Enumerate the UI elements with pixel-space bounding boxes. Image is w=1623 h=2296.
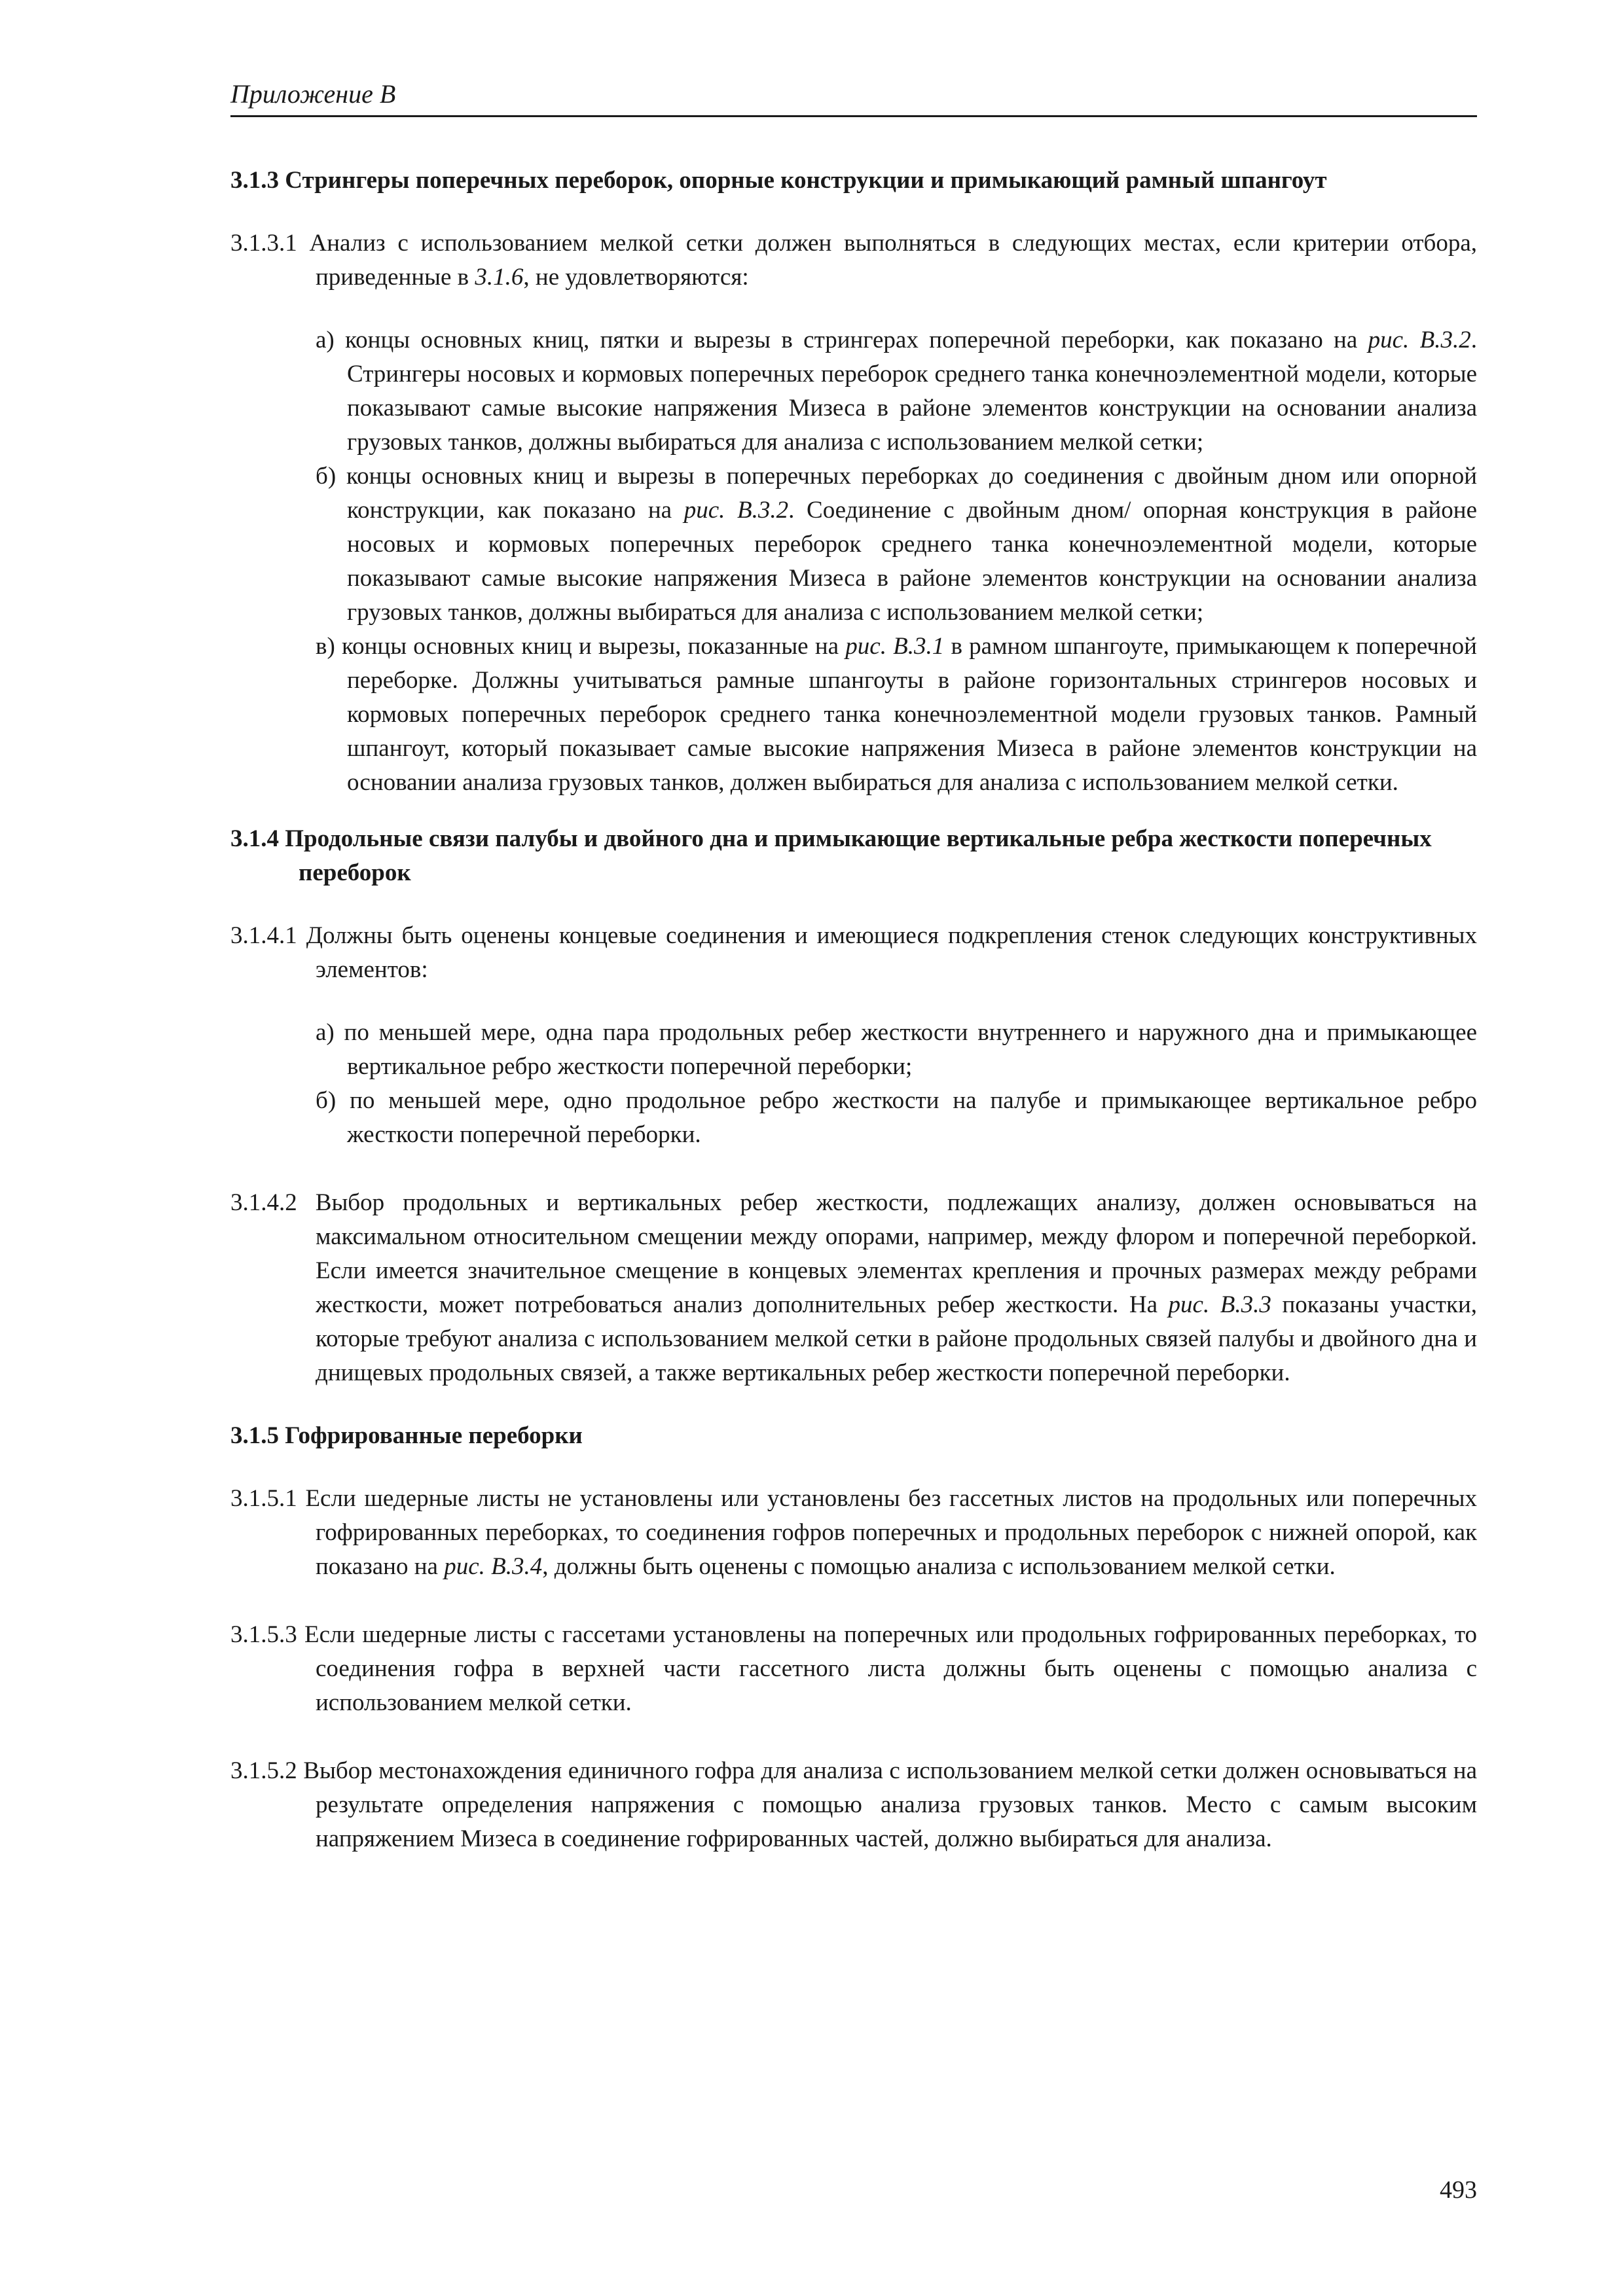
paragraph-3-1-4-2 [230,1186,1477,1390]
running-header: Приложение В [230,79,396,109]
figure-reference[interactable]: рис. В.3.3 [1168,1291,1271,1318]
paragraph-text: 3.1.3.1 Анализ с использованием мелкой сетки должен выполняться в следующих местах, если критерии отбора, приведенные в [230,230,1477,291]
paragraph-3-1-5-2: 3.1.5.2 Выбор местонахождения единичного гофра для анализа с использованием мелкой сетки должен основываться на результате определения напряжения с помощью анализа грузовых танков. Место с самым высоким напряжением Мизеса в соединение гофрированных частей, должно выбираться для анализа. [230,1757,1477,1852]
figure-reference[interactable]: рис. В.3.2 [1368,327,1471,353]
list-3-1-3-1 [230,323,1477,800]
list-item-a [316,323,1477,459]
paragraph-text: показаны участки, которые требуют анализа с использованием мелкой сетки в районе продольных связей палубы и двойного дна и днищевых продольных связей, а также вертикальных ребер жесткости поперечной переборки. [316,1291,1477,1386]
figure-reference[interactable]: рис. В.3.4 [444,1553,543,1580]
list-item-text: . Стрингеры носовых и кормовых поперечных переборок среднего танка конечноэлементной модели, которые показывают самые высокие напряжения Мизеса в районе элементов конструкции на основании анализа грузовых танков, должны выбираться для анализа с использованием мелкой сетки; [347,327,1477,456]
page-number: 493 [1440,2176,1477,2204]
section-heading-3-1-4: 3.1.4 Продольные связи палубы и двойного дна и примыкающие вертикальные ребра жесткости поперечных переборок [230,825,1432,886]
header-rule [230,115,1477,117]
list-item-b [316,459,1477,630]
paragraph-text: , не удовлетворяются: [523,264,749,291]
list-item-a: а) по меньшей мере, одна пара продольных ребер жесткости внутреннего и наружного дна и примыкающее вертикальное ребро жесткости поперечной переборки; [316,1019,1477,1080]
list-item-b: б) по меньшей мере, одно продольное ребро жесткости на палубе и примыкающее вертикальное ребро жесткости поперечной переборки. [316,1087,1477,1148]
list-item-text: . Соединение с двойным дном/ опорная конструкция в районе носовых и кормовых поперечных переборок среднего танка конечноэлементной модели, которые показывают самые высокие напряжения Мизеса в районе элементов конструкции на основании анализа грузовых танков, должны выбираться для анализа с использованием мелкой сетки; [347,497,1477,626]
paragraph-text: 3.1.4.2 Выбор продольных и вертикальных ребер жесткости, подлежащих анализу, должен основываться на максимальном относительном смещении между опорами, например, между флором и поперечной переборкой. Если имеется значительное смещение в концевых элементах крепления и прочных размерах между ребрами жесткости, может потребоваться анализ дополнительных ребер жесткости. На [230,1189,1477,1318]
list-item-text: в рамном шпангоуте, примыкающем к поперечной переборке. Должны учитываться рамные шпангоуты в районе горизонтальных стрингеров носовых и кормовых поперечных переборок среднего танка конечноэлементной модели грузовых танков. Рамный шпангоут, который показывает самые высокие напряжения Мизеса в районе элементов конструкции на основании анализа грузовых танков, должен выбираться для анализа с использованием мелкой сетки. [347,633,1477,796]
paragraph-3-1-5-3: 3.1.5.3 Если шедерные листы с гассетами установлены на поперечных или продольных гофрированных переборках, то соединения гофра в верхней части гассетного листа должны быть оценены с помощью анализа с использованием мелкой сетки. [230,1621,1477,1716]
paragraph-text: , должны быть оценены с помощью анализа с использованием мелкой сетки. [542,1553,1336,1580]
paragraph-3-1-4-1: 3.1.4.1 Должны быть оценены концевые соединения и имеющиеся подкрепления стенок следующих конструктивных элементов: [230,922,1477,983]
section-heading-3-1-3: 3.1.3 Стрингеры поперечных переборок, опорные конструкции и примыкающий рамный шпангоут [230,167,1327,194]
figure-reference[interactable]: рис. В.3.1 [845,633,945,660]
cross-reference[interactable]: 3.1.6 [475,264,524,291]
paragraph-3-1-3-1 [230,226,1477,295]
figure-reference[interactable]: рис. В.3.2 [684,497,789,524]
paragraph-3-1-5-1 [230,1482,1477,1584]
page-body [230,164,1477,1856]
list-item-text: в) концы основных книц и вырезы, показанные на [316,633,846,660]
list-3-1-4-1 [230,1016,1477,1152]
paragraph-text: 3.1.5.1 Если шедерные листы не установлены или установлены без гассетных листов на продольных или поперечных гофрированных переборках, то соединения гофров поперечных и продольных переборок с нижней опорой, как показано на [230,1485,1477,1580]
list-item-text: б) концы основных книц и вырезы в поперечных переборках до соединения с двойным дном или опорной конструкции, как показано на [316,463,1477,524]
list-item-text: а) концы основных книц, пятки и вырезы в стрингерах поперечной переборки, как показано на [316,327,1368,353]
section-heading-3-1-5: 3.1.5 Гофрированные переборки [230,1422,583,1449]
list-item-c [316,630,1477,800]
